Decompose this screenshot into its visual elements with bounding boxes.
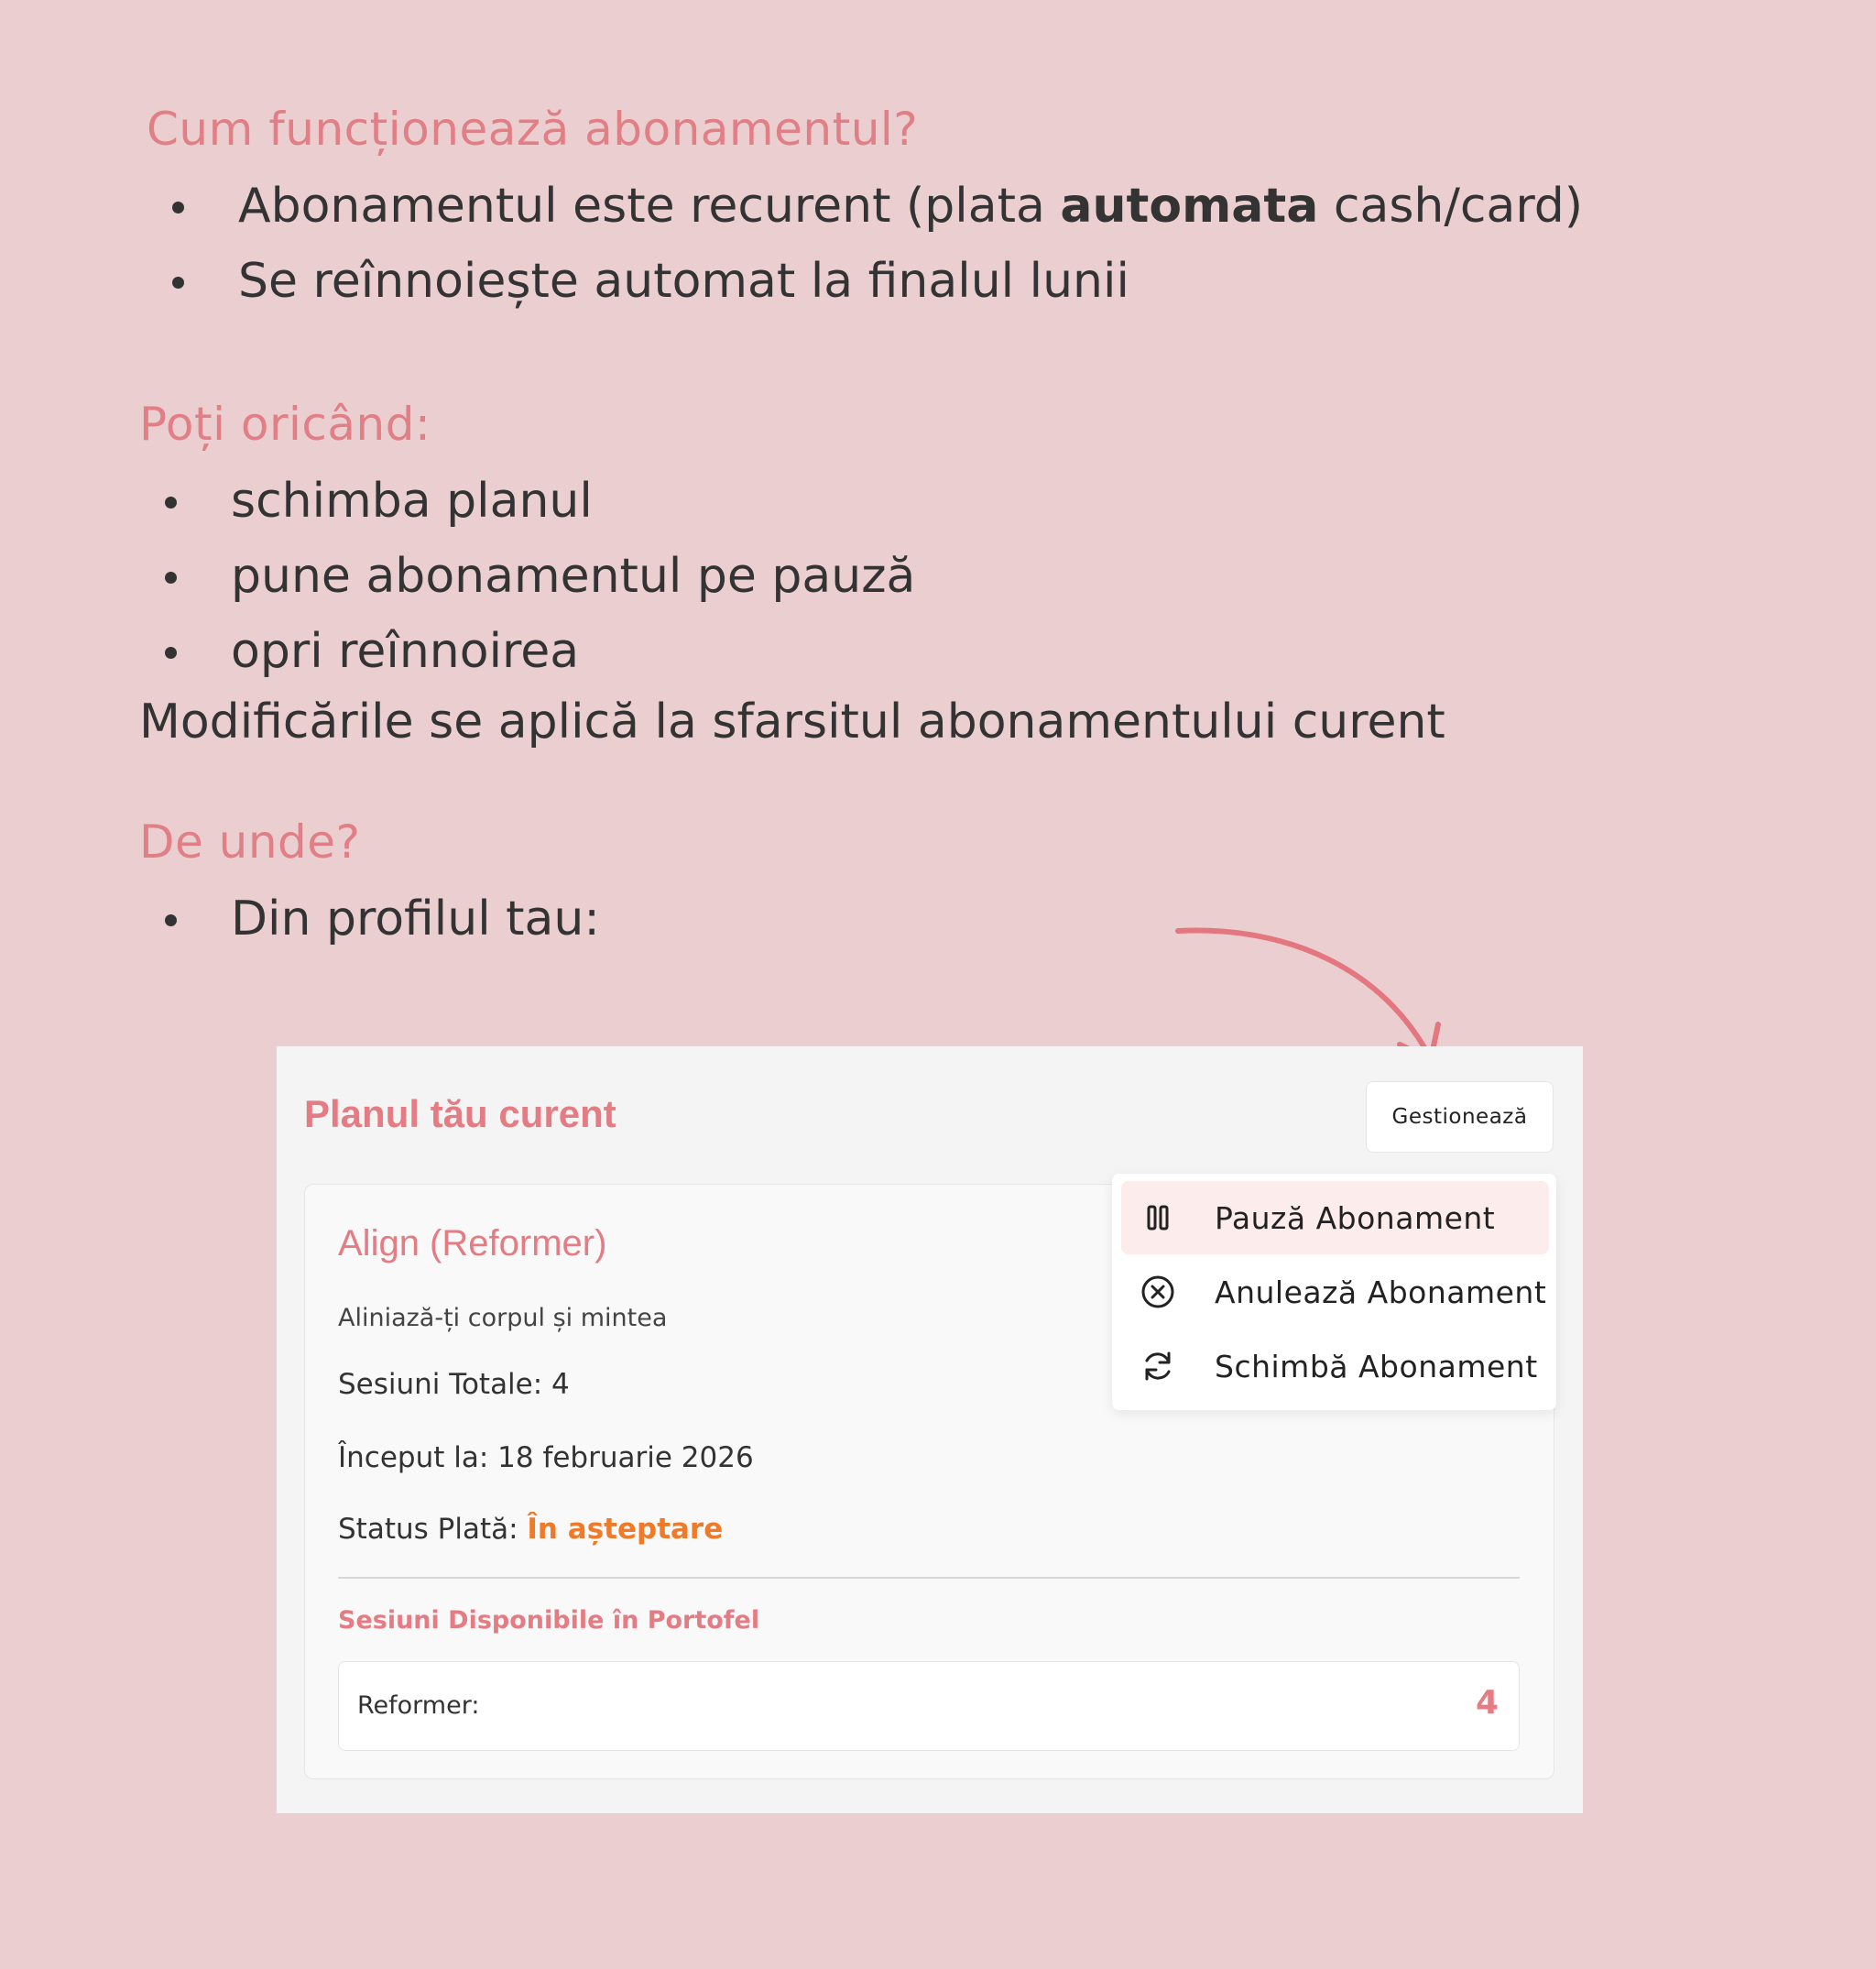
cancel-circle-icon <box>1138 1272 1178 1312</box>
heading-anytime: Poți oricând: <box>139 398 431 451</box>
heading-where: De unde? <box>139 815 361 869</box>
start-date: Început la: 18 februarie 2026 <box>338 1441 754 1474</box>
bullet-text: Abonamentul este recurent (plata <box>238 179 1061 234</box>
bullet-bold-text: automata <box>1060 179 1319 234</box>
current-plan-panel <box>277 1046 1583 1813</box>
menu-item-cancel[interactable] <box>1121 1255 1549 1329</box>
anytime-list <box>158 464 915 689</box>
panel-title: Planul tău curent <box>304 1092 616 1135</box>
manage-button[interactable]: Gestionează <box>1366 1081 1554 1153</box>
plan-name: Align (Reformer) <box>338 1223 607 1263</box>
menu-item-label: Pauză Abonament <box>1215 1199 1496 1236</box>
how-it-works-list <box>165 169 1583 319</box>
menu-item-label: Schimbă Abonament <box>1215 1348 1538 1384</box>
list-item <box>165 169 1583 244</box>
plan-description: Aliniază-ți corpul și mintea <box>338 1304 668 1332</box>
wallet-value: 4 <box>1475 1684 1499 1722</box>
payment-status-row <box>338 1513 723 1546</box>
refresh-icon <box>1138 1346 1178 1386</box>
changes-note: Modificările se aplică la sfarsitul abonamentului curent <box>139 695 1445 749</box>
wallet-title: Sesiuni Disponibile în Portofel <box>338 1606 760 1635</box>
wallet-label: Reformer: <box>357 1691 480 1720</box>
payment-status-badge: În așteptare <box>527 1513 724 1546</box>
menu-item-label: Anulează Abonament <box>1215 1274 1547 1310</box>
bullet-text: cash/card) <box>1318 179 1584 234</box>
list-item: Din profilul tau: <box>158 881 600 957</box>
sessions-total: Sesiuni Totale: 4 <box>338 1368 570 1401</box>
list-item: Se reînnoiește automat la finalul lunii <box>165 244 1583 319</box>
list-item: pune abonamentul pe pauză <box>158 539 915 614</box>
payment-status-label: Status Plată: <box>338 1513 528 1546</box>
manage-dropdown-menu <box>1112 1174 1556 1410</box>
menu-item-pause[interactable] <box>1121 1181 1549 1254</box>
list-item: schimba planul <box>158 464 915 539</box>
menu-item-change[interactable] <box>1121 1329 1549 1403</box>
heading-how-it-works: Cum funcționează abonamentul? <box>147 103 919 156</box>
divider <box>338 1577 1520 1579</box>
list-item: opri reînnoirea <box>158 614 915 689</box>
pause-icon <box>1138 1198 1178 1238</box>
where-list <box>158 881 600 957</box>
wallet-row <box>338 1661 1520 1751</box>
